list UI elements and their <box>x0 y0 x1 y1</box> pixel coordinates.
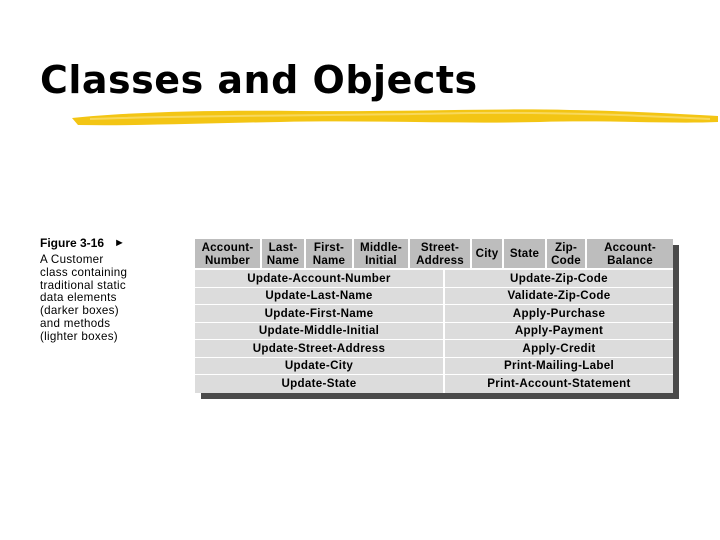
method-cell: Print-Mailing-Label <box>445 358 673 376</box>
method-cell: Print-Account-Statement <box>445 375 673 393</box>
caption-line: data elements <box>40 291 117 305</box>
method-cell: Update-Last-Name <box>195 288 443 306</box>
caption-text <box>40 254 190 344</box>
method-cell: Update-Account-Number <box>195 270 443 288</box>
customer-class-diagram <box>195 239 673 393</box>
method-cell: Update-City <box>195 358 443 376</box>
arrow-right-icon: ► <box>114 237 125 249</box>
attribute-cell: Last- Name <box>262 239 306 270</box>
method-cell: Update-State <box>195 375 443 393</box>
caption-line: (lighter boxes) <box>40 329 118 343</box>
attribute-cell: Middle- Initial <box>354 239 410 270</box>
figure-caption <box>40 236 190 344</box>
method-cell: Update-First-Name <box>195 305 443 323</box>
attribute-cell: First- Name <box>306 239 354 270</box>
slide-title: Classes and Objects <box>40 58 478 102</box>
method-cell: Update-Middle-Initial <box>195 323 443 341</box>
figure-number: Figure 3-16 <box>40 236 105 250</box>
attribute-cell: Zip- Code <box>547 239 587 270</box>
method-cell: Update-Zip-Code <box>445 270 673 288</box>
attribute-cell: Account- Number <box>195 239 262 270</box>
attribute-cell: City <box>472 239 504 270</box>
methods-left-column <box>195 270 445 393</box>
figure-label <box>40 236 190 250</box>
attribute-cell: State <box>504 239 547 270</box>
method-cell: Validate-Zip-Code <box>445 288 673 306</box>
caption-line: A Customer <box>40 253 104 266</box>
caption-line: class containing <box>40 265 128 279</box>
method-cell: Apply-Payment <box>445 323 673 341</box>
method-cell: Apply-Credit <box>445 340 673 358</box>
caption-line: and methods <box>40 316 111 330</box>
attribute-row <box>195 239 673 270</box>
method-rows <box>195 270 673 393</box>
methods-right-column <box>445 270 673 393</box>
attribute-cell: Account- Balance <box>587 239 673 270</box>
title-underline-stroke <box>70 104 720 130</box>
method-cell: Update-Street-Address <box>195 340 443 358</box>
attribute-cell: Street- Address <box>410 239 472 270</box>
method-cell: Apply-Purchase <box>445 305 673 323</box>
caption-line: (darker boxes) <box>40 304 119 318</box>
caption-line: traditional static <box>40 278 126 292</box>
